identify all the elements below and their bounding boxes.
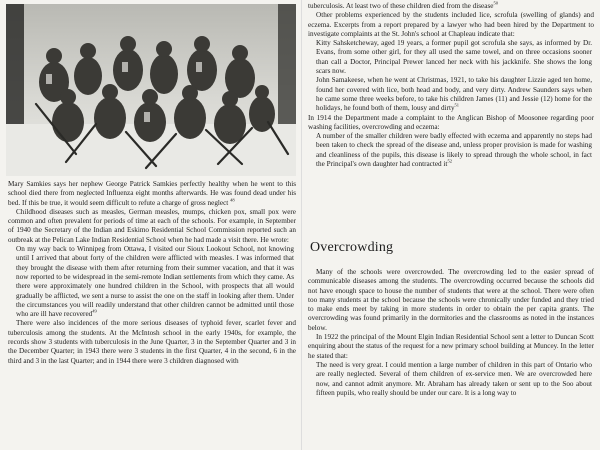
right-column-text-top: [308, 2, 594, 169]
right-paragraph-4: Many of the schools were overcrowded. The overcrowding led to the easier spread of communicable diseases among the students. The overcrowding occurred because the schools did not have enough space to house the number of students that were at the school. There were often too many students at the school because the schools were chronically under funded and they tried to make ends meet by taking in more students in order to obtain the per capita grants. The overcrowding was found primarily in the dormitories and the classrooms as noted in the instances below.: [308, 268, 594, 332]
right-quote-2: John Samakeese, when he went at Christmas, 1921, to take his daughter Lizzie aged ten home, found her covered with lice, both head and body, and very dirty. Andrew Saunders says when he came some three weeks before, to take his children James (11) and Jessie (12) home for the holidays, he found both of them, lousy and dirty$^{51}$: [316, 76, 592, 113]
right-paragraph-5: In 1922 the principal of the Mount Elgin Indian Residential School sent a letter to Duncan Scott enquiring about the status of the request for a new primary school building at Muncey. In the letter he stated that:: [308, 333, 594, 360]
right-paragraph-3: In 1914 the Department made a complaint to the Anglican Bishop of Moosonee regarding poor washing facilities, overcrowding and eczema:: [308, 113, 594, 131]
left-quote-1: On my way back to Winnipeg from Ottawa, I visited our Sioux Lookout School, not knowing until I arrived that about forty of the children were afflicted with measles. I was informed that they brought the disease with them after returning from their summer vacation, and that it was now reported to be widespread in the semi-remote Indian settlements from which they came. As there were approximately one hundred children in the School, with prospects that all would gradually be afflicted, we sent a nurse to assist the one on the staff in looking after them. Under the circumstances you will readily understand that other children cannot be admitted until those who are ill have recovered$^{49}$: [16, 245, 294, 319]
photo-illustration: [6, 4, 296, 176]
footnote-ref: 50: [493, 0, 498, 6]
left-column-text: [8, 180, 296, 366]
right-column-text-bottom: [308, 268, 594, 398]
right-quote-3: A number of the smaller children were badly effected with eczema and apparently no steps had been taken to check the spread of the disease and, unless proper provision is made for washing and cleanliness of the pupils, this disease is likely to spread through the whole school, in fact the Principal's own daughter had contracted $it^{52}$: [316, 132, 592, 169]
left-paragraph-2: Childhood diseases such as measles, German measles, mumps, chicken pox, small pox were common and often prevalent for periods of time at each of the schools. For example, in September of 1940 the Secretary of the Indian and Eskimo Residential School Commission reported such an outbreak at the Pelican Lake Indian Residential School when he had made a visit there. He wrote:: [8, 207, 296, 244]
right-paragraph-1: tuberculosis. At least two of these children died from the disease$^{50}$: [308, 0, 498, 10]
column-gutter: [301, 0, 302, 450]
left-paragraph-3: There were also incidences of the more serious diseases of typhoid fever, scarlet fever and tuberculosis among the students. At the McIntosh school in the early 1940s, for example, the records show 3 students with tuberculosis in the June Quarter, 3 in the September Quarter and 3 in the December Quarter; in 1943 there were 3 students in the first Quarter, 4 in the second, 6 in the third and 3 in the last Quarter; and in 1944 there were 3 children diagnosed with: [8, 319, 296, 365]
footnote-ref: 49: [92, 308, 97, 314]
footnote-ref: 51: [454, 102, 460, 108]
footnote-ref: 48: [230, 197, 235, 203]
right-paragraph-2: Other problems experienced by the students included lice, scrofula (swelling of glands) and eczema. Excerpts from a report prepared by a lawyer who had been hired by the Department to investigate complaints at the St. John's school at Chapleau indicate that:: [308, 11, 594, 38]
right-quote-1: Kitty Sahsketcheway, aged 19 years, a former pupil got scrofula she says, as informed by Dr. Evans, from some other girl, for they all used the same towel, and on three occasions sooner than call a Doctor, Principal Prewer lanced her neck with his jackknife. She shows the long scars now.: [316, 39, 592, 76]
right-quote-4: The need is very great. I could mention a large number of children in this part of Ontario who are really neglected. Several of them children of ex-service men. We are overcrowded here now, and cannot admit anymore. Mr. Abraham has already taken or sent up to the Soo about fifteen pupils, who really should be under our care. It is a long way to: [316, 360, 592, 397]
historical-photo: [6, 4, 296, 176]
footnote-ref: 52: [447, 158, 452, 164]
section-heading: Overcrowding: [310, 240, 394, 255]
left-paragraph-1: Mary Samkies says her nephew George Patrick Samkies perfectly healthy when he went to this school died there from neglected Influenza eight months afterwards. He was found dead under his bed. If this be true, it would seem difficult to refute a charge of gross neglect $^{48}$: [8, 180, 296, 207]
